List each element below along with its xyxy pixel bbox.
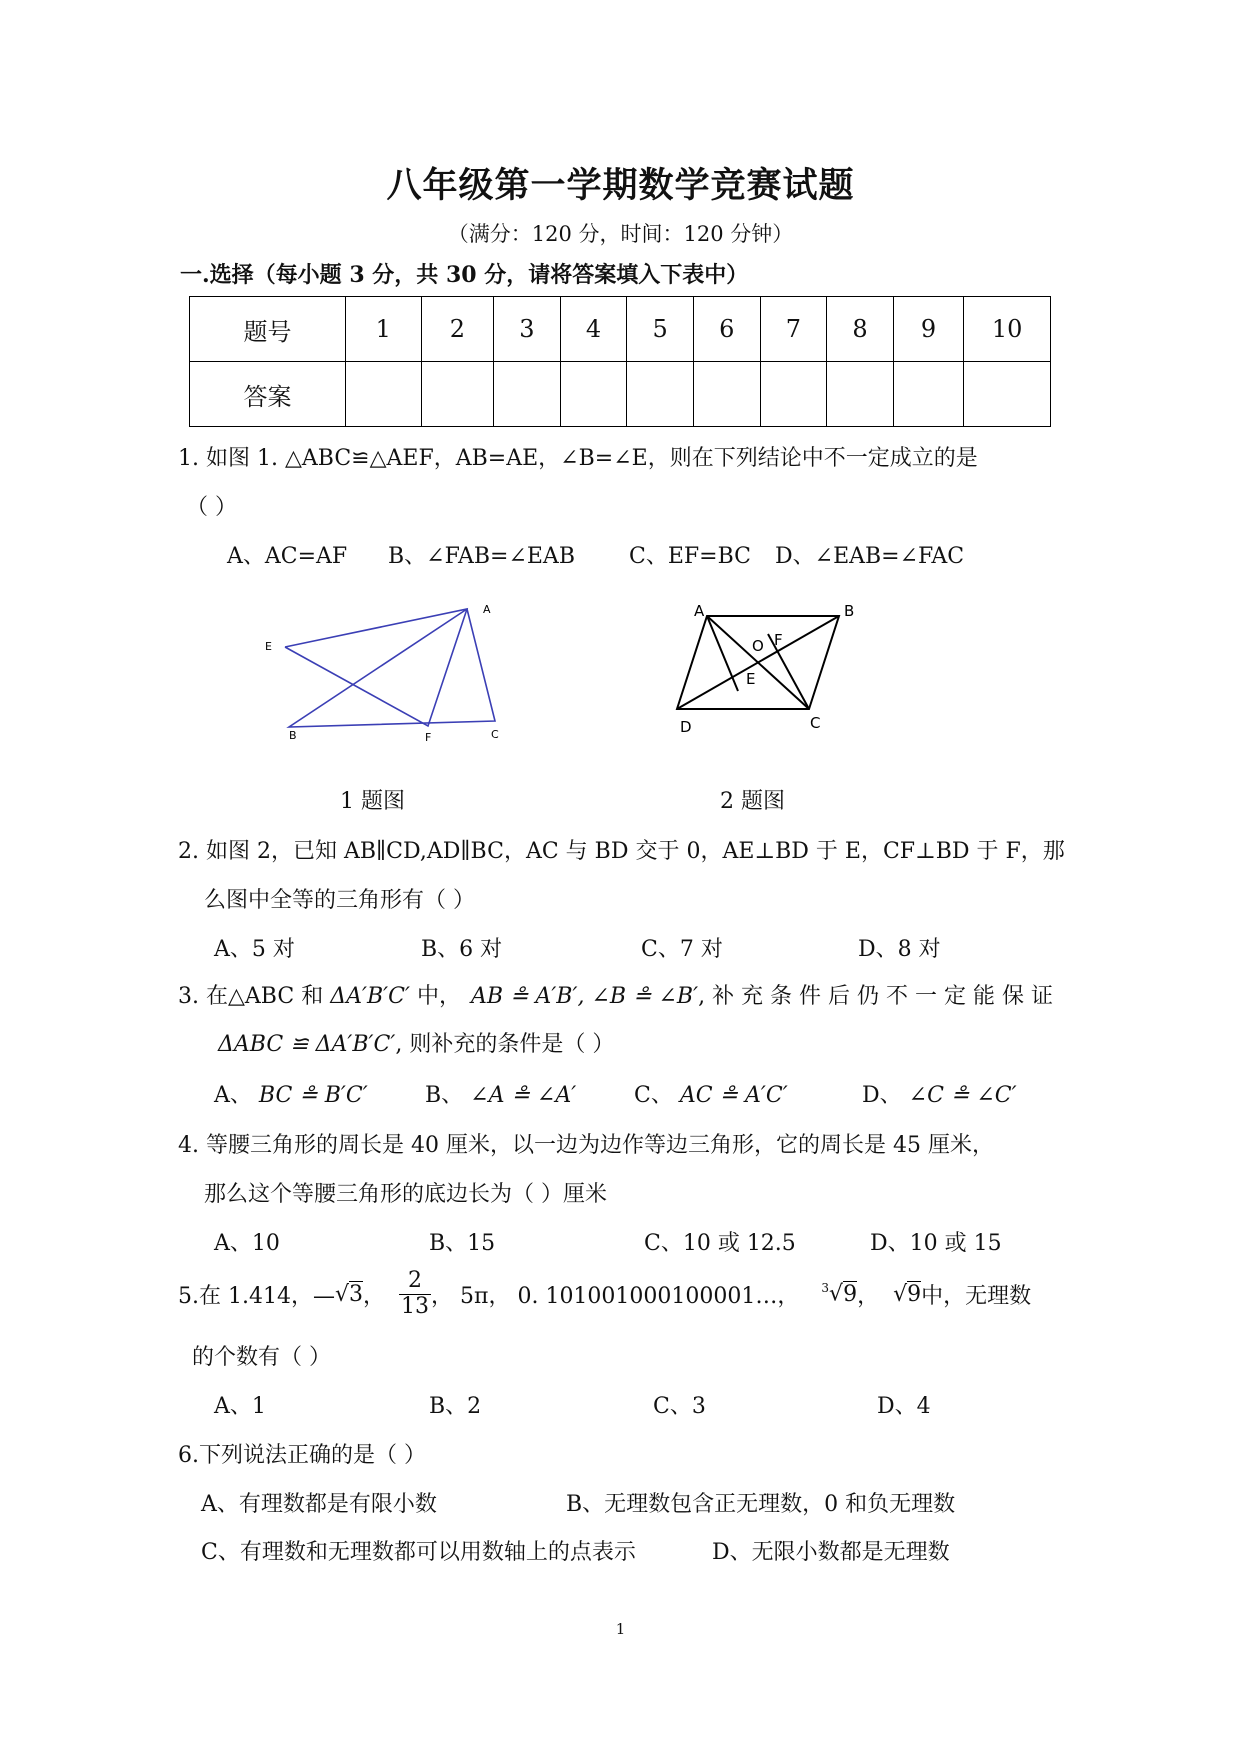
q1-option-a: A、AC=AF <box>227 544 348 569</box>
page-title: 八年级第一学期数学竞赛试题 <box>386 165 855 206</box>
label-c: C <box>491 728 499 741</box>
q3-option-d <box>862 1078 1017 1109</box>
q3-math: ΔA′B′C′ <box>330 984 410 1009</box>
question-3-stem-continued <box>218 1027 614 1058</box>
q6-option-d: D、无限小数都是无理数 <box>712 1540 950 1565</box>
label-a: A <box>483 603 491 616</box>
figure-1-lines <box>285 609 495 727</box>
q3-option-c <box>634 1078 788 1109</box>
q5-option-b: B、2 <box>429 1394 482 1419</box>
q5-option-c: C、3 <box>653 1394 706 1419</box>
q2-option-c: C、7 对 <box>641 937 723 962</box>
label-e: E <box>746 670 756 688</box>
root-index: 3 <box>821 1281 830 1296</box>
answer-cell[interactable] <box>693 362 760 427</box>
answer-cell[interactable] <box>421 362 494 427</box>
q2-option-a: A、5 对 <box>214 937 295 962</box>
q4-option-c: C、10 或 12.5 <box>644 1231 796 1256</box>
page-number: 1 <box>615 1620 626 1638</box>
question-2-stem: 2. 如图 2，已知 AB∥CD,AD∥BC，AC 与 BD 交于 0，AE⊥BD 于 E，CF⊥BD 于 F，那 <box>178 839 1065 864</box>
q2-option-b: B、6 对 <box>421 937 503 962</box>
question-4-stem-continued: 那么这个等腰三角形的底边长为（ ）厘米 <box>204 1182 607 1207</box>
q5-text: ， 5π， 0. 101001000100001…， <box>431 1283 800 1309</box>
question-number-cell: 5 <box>627 297 694 362</box>
question-number-cell: 9 <box>893 297 964 362</box>
question-6-stem: 6.下列说法正确的是（ ） <box>178 1443 426 1468</box>
exam-info: （满分：120 分，时间：120 分钟） <box>447 222 794 246</box>
q5-option-d: D、4 <box>877 1394 931 1419</box>
label-d: D <box>680 718 692 736</box>
figure-1-caption: 1 题图 <box>340 789 405 814</box>
question-3-stem <box>178 979 1053 1010</box>
question-number-cell: 7 <box>760 297 827 362</box>
radicand: 9 <box>907 1281 922 1307</box>
figure-2-caption: 2 题图 <box>720 789 785 814</box>
question-number-cell: 4 <box>560 297 627 362</box>
question-number-cell: 10 <box>964 297 1051 362</box>
question-number-cell: 2 <box>421 297 494 362</box>
fraction-2-13 <box>399 1269 431 1318</box>
option-math: ∠C ≗ ∠C′ <box>908 1083 1017 1108</box>
answer-cell[interactable] <box>964 362 1051 427</box>
label-f: F <box>774 631 783 649</box>
label-a: A <box>694 602 705 620</box>
sqrt-3: √3 <box>334 1281 363 1307</box>
denominator: 13 <box>401 1293 430 1319</box>
q2-option-d: D、8 对 <box>858 937 941 962</box>
q3-math: ΔABC ≌ ΔA′B′C′ <box>218 1032 396 1057</box>
label-b: B <box>844 602 855 620</box>
answer-row <box>190 362 1051 427</box>
question-number-cell: 3 <box>494 297 561 362</box>
q1-option-c: C、EF=BC <box>629 544 751 569</box>
label-c: C <box>810 714 821 732</box>
question-number-cell: 8 <box>827 297 894 362</box>
q3-option-b <box>425 1078 576 1109</box>
q1-option-d: D、∠EAB=∠FAC <box>775 544 965 569</box>
answer-cell[interactable] <box>560 362 627 427</box>
question-number-cell: 1 <box>346 297 422 362</box>
radicand: 3 <box>349 1281 363 1307</box>
label-b: B <box>289 729 297 742</box>
q3-text: , 则补充的条件是（ ） <box>395 1032 615 1057</box>
q5-option-a: A、1 <box>214 1394 266 1419</box>
answer-cell[interactable] <box>893 362 964 427</box>
option-math: BC ≗ B′C′ <box>258 1083 368 1108</box>
option-math: ∠A ≗ ∠A′ <box>470 1083 577 1108</box>
question-2-stem-continued: 么图中全等的三角形有（ ） <box>204 888 475 913</box>
answer-cell[interactable] <box>494 362 561 427</box>
question-1-bracket: （ ） <box>186 495 237 520</box>
row-label: 答案 <box>190 362 346 427</box>
figure-2-diagram <box>672 598 872 738</box>
q3-text: 中， <box>409 984 461 1009</box>
question-4-stem: 4. 等腰三角形的周长是 40 厘米，以一边为边作等边三角形，它的周长是 45 厘米， <box>178 1133 994 1158</box>
label-e: E <box>265 640 272 653</box>
sqrt-9: √9 <box>893 1281 922 1307</box>
q4-option-b: B、15 <box>429 1231 496 1256</box>
radicand: 9 <box>843 1281 858 1307</box>
q6-option-b: B、无理数包含正无理数，0 和负无理数 <box>566 1492 956 1517</box>
option-letter: D、 <box>862 1083 902 1108</box>
q6-option-a: A、有理数都是有限小数 <box>201 1492 437 1517</box>
question-1-stem: 1. 如图 1. △ABC≌△AEF，AB=AE，∠B=∠E，则在下列结论中不一定成立的是 <box>178 446 978 471</box>
answer-cell[interactable] <box>827 362 894 427</box>
question-number-row <box>190 297 1051 362</box>
label-o: O <box>752 637 764 655</box>
option-letter: C、 <box>634 1083 673 1108</box>
answer-cell[interactable] <box>627 362 694 427</box>
q4-option-a: A、10 <box>214 1231 280 1256</box>
question-5-stem-continued: 的个数有（ ） <box>192 1345 331 1370</box>
figure-1-diagram <box>255 595 525 750</box>
q5-text: 中，无理数 <box>921 1283 1032 1309</box>
q1-option-b: B、∠FAB=∠EAB <box>388 544 575 569</box>
answer-table <box>189 296 1051 427</box>
q3-condition: AB ≗ A′B′, ∠B ≗ ∠B′ <box>470 984 699 1009</box>
section-heading: 一.选择（每小题 3 分，共 30 分，请将答案填入下表中） <box>180 262 749 288</box>
label-f: F <box>425 731 432 744</box>
q5-text: ， <box>363 1283 386 1309</box>
question-5-stem <box>178 1268 1032 1319</box>
question-number-cell: 6 <box>693 297 760 362</box>
q3-text: 3. 在△ABC 和 <box>178 984 331 1009</box>
q5-text: 5.在 1.414，— <box>178 1283 335 1309</box>
q3-option-a <box>214 1078 368 1109</box>
cube-root-9: $^3$√9 <box>821 1281 858 1307</box>
answer-cell[interactable] <box>760 362 827 427</box>
answer-cell[interactable] <box>346 362 422 427</box>
q6-option-c: C、有理数和无理数都可以用数轴上的点表示 <box>201 1540 636 1565</box>
option-letter: A、 <box>214 1083 252 1108</box>
q3-text: , 补 充 条 件 后 仍 不 一 定 能 保 证 <box>698 984 1053 1009</box>
q4-option-d: D、10 或 15 <box>870 1231 1002 1256</box>
option-letter: B、 <box>425 1083 464 1108</box>
option-math: AC ≗ A′C′ <box>679 1083 788 1108</box>
figure-2-lines <box>677 616 839 709</box>
q5-text: ， <box>857 1283 880 1309</box>
numerator: 2 <box>399 1269 431 1294</box>
row-label: 题号 <box>190 297 346 362</box>
